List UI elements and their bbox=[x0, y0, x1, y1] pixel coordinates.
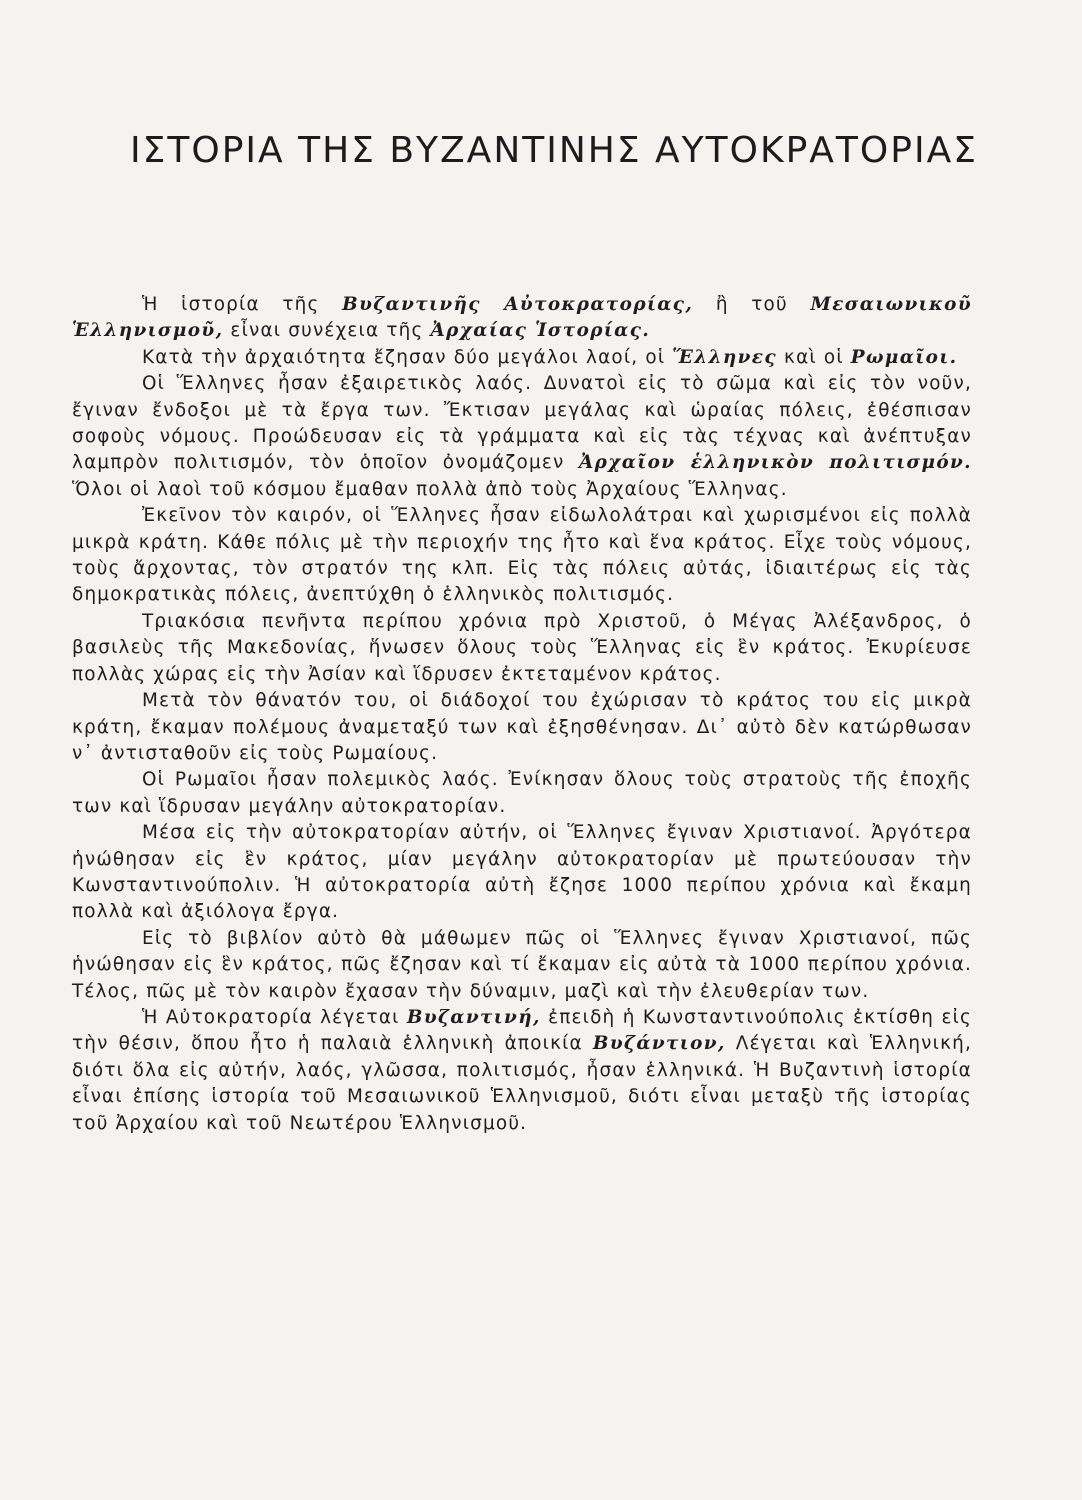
text-segment: Εἰς τὸ βιβλίον αὐτὸ θὰ μάθωμεν πῶς οἱ Ἕλληνες ἔγιναν Χριστιανοί, πῶς ἡνώθησαν εἰς ἓν κράτος, πῶς ἔζησαν καὶ τί ἔκαμαν εἰς αὐτὰ τὰ 1000 περίπου χρόνια. Τέλος, πῶς μὲ τὸν καιρὸν ἔχασαν τὴν δύναμιν, μαζὶ καὶ τὴν ἐλευθερίαν των. bbox=[72, 927, 972, 1002]
text-segment: Μετὰ τὸν θάνατόν του, οἱ διάδοχοί του ἐχώρισαν τὸ κράτος του εἰς μικρὰ κράτη, ἔκαμαν πολέμους ἀναμεταξύ των καὶ ἐξησθένησαν. Δι᾿ αὐτὸ δὲν κατώρθωσαν ν᾿ ἀντισταθοῦν εἰς τοὺς Ρωμαίους. bbox=[72, 690, 972, 764]
text-segment: Τριακόσια πενῆντα περίπου χρόνια πρὸ Χριστοῦ, ὁ Μέγας Ἀλέξανδρος, ὁ βασιλεὺς τῆς Μακεδονίας, ἥνωσεν ὅλους τοὺς Ἕλληνας εἰς ἓν κράτος. Ἐκυρίευσε πολλὰς χώρας εἰς τὴν Ἀσίαν καὶ ἵδρυσεν ἐκτεταμένον κράτος. bbox=[72, 610, 972, 685]
text-segment: Ἡ ἱστορία τῆς bbox=[142, 294, 343, 315]
text-segment: Ὅλοι οἱ λαοὶ τοῦ κόσμου ἔμαθαν πολλὰ ἀπὸ τοὺς Ἀρχαίους Ἕλληνας. bbox=[72, 478, 788, 500]
text-segment: Λέγεται καὶ Ἑλληνική, διότι ὅλα εἰς αὐτήν, λαός, γλῶσσα, πολιτισμός, ἦσαν ἑλληνικά. Ἡ Βυζαντινὴ ἱστορία εἶναι ἐπίσης ἱστορία τοῦ Μεσαιωνικοῦ Ἑλληνισμοῦ, διότι εἶναι μεταξὺ τῆς ἱστορίας τοῦ Ἀρχαίου καὶ τοῦ Νεωτέρου Ἑλληνισμοῦ. bbox=[72, 1033, 973, 1134]
emphasized-term: Ἀρχαῖον ἑλληνικὸν πολιτισμόν. bbox=[578, 452, 972, 474]
text-segment: Οἱ Ἕλληνες ἦσαν ἐξαιρετικὸς λαός. Δυνατοὶ εἰς τὸ σῶμα καὶ εἰς τὸν νοῦν, ἔγιναν ἔνδοξοι μὲ τὰ ἔργα των. Ἔκτισαν μεγάλας καὶ ὡραίας πόλεις, ἐθέσπισαν σοφοὺς νόμους. Προώδευσαν εἰς τὰ γράμματα καὶ εἰς τὰς τέχνας καὶ ἀνέπτυξαν λαμπρὸν πολιτισμόν, τὸν ὁποῖον ὀνομάζομεν bbox=[72, 373, 972, 474]
emphasized-term: Βυζαντινή, bbox=[406, 1006, 541, 1028]
paragraph-8 bbox=[72, 820, 972, 926]
paragraph-1 bbox=[72, 292, 972, 345]
text-segment: Ἡ Αὐτοκρατορία λέγεται bbox=[142, 1006, 407, 1028]
body-text bbox=[72, 292, 972, 1137]
paragraph-6 bbox=[72, 688, 972, 767]
page-title: ΙΣΤΟΡΙΑ ΤΗΣ ΒΥΖΑΝΤΙΝΗΣ ΑΥΤΟΚΡΑΤΟΡΙΑΣ bbox=[130, 130, 978, 171]
emphasized-term: Ἕλληνες bbox=[672, 346, 777, 368]
emphasized-term: Ρωμαῖοι. bbox=[850, 346, 958, 368]
paragraph-7 bbox=[72, 767, 972, 820]
paragraph-4 bbox=[72, 503, 972, 609]
emphasized-term: Ἀρχαίας Ἱστορίας. bbox=[430, 320, 651, 342]
paragraph-9 bbox=[72, 926, 972, 1005]
text-segment: Μέσα εἰς τὴν αὐτοκρατορίαν αὐτήν, οἱ Ἕλληνες ἔγιναν Χριστιανοί. Ἀργότερα ἡνώθησαν εἰς ἓν κράτος, μίαν μεγάλην αὐτοκρατορίαν μὲ πρωτεύουσαν τὴν Κωνσταντινούπολιν. Ἡ αὐτοκρατορία αὐτὴ ἔζησε 1000 περίπου χρόνια καὶ ἔκαμη πολλὰ καὶ ἀξιόλογα ἔργα. bbox=[72, 822, 972, 923]
emphasized-term: Βυζαντινῆς Αὐτοκρατορίας, bbox=[342, 294, 694, 315]
paragraph-3 bbox=[72, 371, 972, 503]
text-segment: ἐπειδὴ ἡ Κωνσταντινούπολις ἐκτίσθη εἰς τὴν θέσιν, ὅπου ἦτο ἡ παλαιὰ ἑλληνικὴ ἀποικία bbox=[72, 1006, 973, 1055]
text-segment: εἶναι συνέχεια τῆς bbox=[223, 320, 431, 342]
text-segment: Οἱ Ρωμαῖοι ἦσαν πολεμικὸς λαός. Ἐνίκησαν ὅλους τοὺς στρατοὺς τῆς ἐποχῆς των καὶ ἵδρυσαν μεγάλην αὐτοκρατορίαν. bbox=[72, 769, 972, 817]
paragraph-10 bbox=[72, 1005, 972, 1137]
paragraph-5 bbox=[72, 609, 972, 688]
text-segment: Ἐκεῖνον τὸν καιρόν, οἱ Ἕλληνες ἦσαν εἰδωλολάτραι καὶ χωρισμένοι εἰς πολλὰ μικρὰ κράτη. Κάθε πόλις μὲ τὴν περιοχήν της ἦτο καὶ ἕνα κράτος. Εἶχε τοὺς νόμους, τοὺς ἄρχοντας, τὸν στρατόν της κλπ. Εἰς τὰς πόλεις αὐτάς, ἰδιαιτέρως εἰς τὰς δημοκρατικὰς πόλεις, ἀνεπτύχθη ὁ ἑλληνικὸς πολιτισμός. bbox=[72, 505, 972, 606]
emphasized-term: Βυζάντιον, bbox=[592, 1033, 726, 1055]
emphasized-term: Μεσαιωνικοῦ Ἑλληνισμοῦ, bbox=[72, 294, 972, 342]
text-segment: ἢ τοῦ bbox=[693, 294, 811, 315]
text-segment: καὶ οἱ bbox=[777, 346, 851, 368]
paragraph-2 bbox=[72, 345, 972, 371]
text-segment: Κατὰ τὴν ἀρχαιότητα ἔζησαν δύο μεγάλοι λαοί, οἱ bbox=[142, 346, 673, 368]
